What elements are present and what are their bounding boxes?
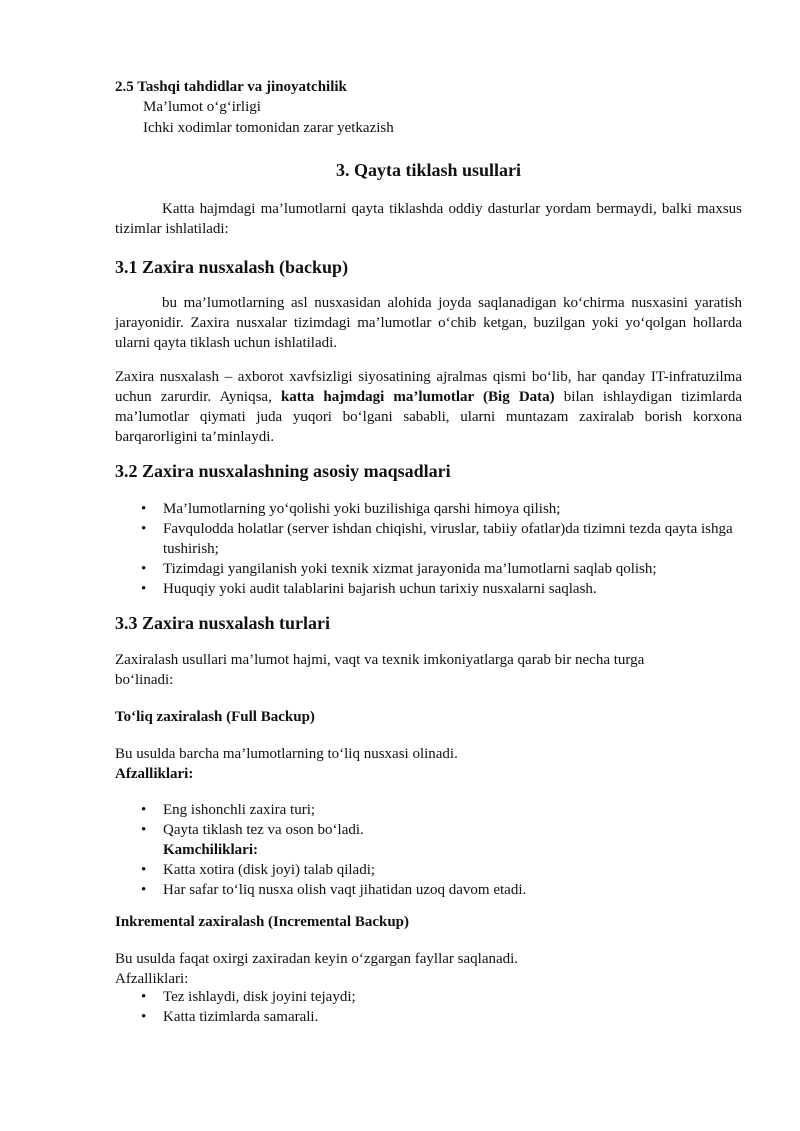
list-item: • Tizimdagi yangilanish yoki texnik xizmat jarayonida ma’lumotlarni saqlab qolish;	[141, 561, 657, 577]
bullet-icon: •	[141, 521, 147, 537]
incremental-backup-advantages-label: Afzalliklari:	[115, 971, 189, 987]
list-item: • Katta xotira (disk joyi) talab qiladi;	[141, 862, 376, 878]
section-2-5-heading: 2.5 Tashqi tahdidlar va jinoyatchilik	[115, 79, 347, 95]
full-backup-heading: To‘liq zaxiralash (Full Backup)	[115, 709, 315, 725]
section-3-1-paragraph-2	[115, 367, 742, 447]
paragraph-2-text-b: bilan ishlaydigan tizimlarda ma’lumotlar qiymati juda yuqori bo‘lgani sababli, ularni muntazam zaxiralab borish korxona barqarorligini ta’minlaydi.	[115, 389, 742, 445]
list-item: • Favqulodda holatlar (server ishdan chiqishi, viruslar, tabiiy ofatlar)da tizimni tezda qayta ishga tushirish;	[141, 521, 733, 557]
bullet-icon: •	[141, 882, 147, 898]
bullet-icon: •	[141, 862, 147, 878]
list-item: • Ma’lumotlarning yo‘qolishi yoki buzilishiga qarshi himoya qilish;	[141, 501, 561, 517]
bullet-icon: •	[141, 1009, 147, 1025]
list-item: • Katta tizimlarda samarali.	[141, 1009, 319, 1025]
paragraph-2-text-a: Zaxira nusxalash – axborot xavfsizligi siyosatining ajralmas qismi bo‘lib, har qanday IT-infratuzilma uchun zarurdir. Ayniqsa,	[115, 369, 742, 405]
section-3-title: 3. Qayta tiklash usullari	[335, 160, 522, 180]
incremental-backup-list	[115, 987, 742, 1027]
list-item: • Eng ishonchli zaxira turi;	[141, 802, 316, 818]
section-3-2-list	[115, 499, 742, 599]
section-3-intro: Katta hajmdagi ma’lumotlarni qayta tiklashda oddiy dasturlar yordam bermaydi, balki maxsus tizimlar ishlatiladi:	[115, 201, 742, 237]
bullet-icon: •	[141, 989, 147, 1005]
section-3-3-intro: Zaxiralash usullari ma’lumot hajmi, vaqt va texnik imkoniyatlarga qarab bir necha turga bo‘linadi:	[115, 652, 645, 688]
list-item: • Qayta tiklash tez va oson bo‘ladi.	[141, 822, 364, 838]
incremental-backup-description: Bu usulda faqat oxirgi zaxiradan keyin o‘zgargan fayllar saqlanadi.	[115, 951, 519, 967]
bullet-icon: •	[141, 501, 147, 517]
full-backup-advantages-label: Afzalliklari:	[115, 766, 194, 782]
full-backup-description: Bu usulda barcha ma’lumotlarning to‘liq nusxasi olinadi.	[115, 746, 458, 762]
full-backup-disadvantages-label: Kamchiliklari:	[163, 842, 258, 858]
section-3-1-heading: 3.1 Zaxira nusxalash (backup)	[115, 257, 349, 277]
list-item: • Har safar to‘liq nusxa olish vaqt jihatidan uzoq davom etadi.	[141, 882, 527, 898]
bullet-icon: •	[141, 561, 147, 577]
bullet-icon: •	[141, 581, 147, 597]
section-3-2-heading: 3.2 Zaxira nusxalashning asosiy maqsadlari	[115, 461, 451, 481]
bullet-icon: •	[141, 822, 147, 838]
full-backup-list	[115, 800, 742, 900]
bullet-icon: •	[141, 802, 147, 818]
section-2-5-item-1: Ma’lumot o‘g‘irligi	[143, 99, 261, 115]
section-3-3-heading: 3.3 Zaxira nusxalash turlari	[115, 613, 331, 633]
section-3-1-paragraph-1: bu ma’lumotlarning asl nusxasidan alohida joyda saqlanadigan ko‘chirma nusxasini yaratish jarayonidir. Zaxira nusxalar tizimdagi ma’lumotlar o‘chib ketgan, buzilgan yoki yo‘qolgan hollarda ularni qayta tiklash uchun ishlatiladi.	[115, 295, 742, 351]
list-item: • Tez ishlaydi, disk joyini tejaydi;	[141, 989, 356, 1005]
list-item: • Huquqiy yoki audit talablarini bajarish uchun tarixiy nusxalarni saqlash.	[141, 581, 597, 597]
section-2-5-item-2: Ichki xodimlar tomonidan zarar yetkazish	[143, 120, 394, 136]
big-data-term: katta hajmdagi ma’lumotlar (Big Data)	[280, 389, 555, 405]
incremental-backup-heading: Inkremental zaxiralash (Incremental Backup)	[115, 914, 410, 930]
